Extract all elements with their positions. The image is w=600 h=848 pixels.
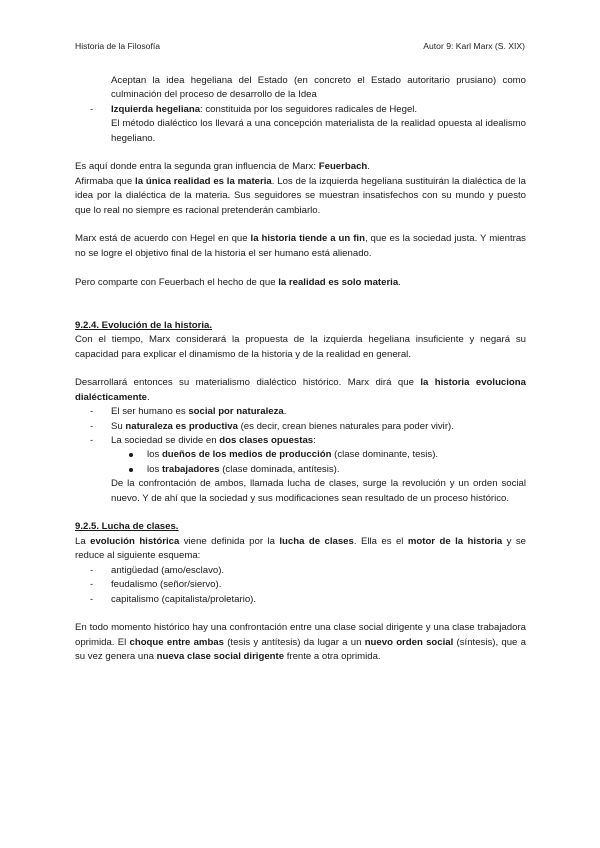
bullet-marker (129, 453, 133, 457)
sub-list-item (75, 463, 526, 477)
header-author: Autor 9: Karl Marx (S. XIX) (423, 41, 525, 51)
text-span: Desarrollará entonces su materialismo dialéctico histórico. Marx dirá que (75, 377, 421, 389)
text-span: Su (111, 420, 126, 432)
text-span: Afirmaba que (75, 175, 136, 187)
text-span: capitalismo (capitalista/proletario). (111, 593, 257, 605)
text-span: (clase dominante, tesis). (331, 449, 439, 461)
text-span: Marx está de acuerdo con Hegel en que (75, 233, 251, 245)
bold-term: Feuerbach (318, 161, 368, 173)
intro-paragraph: Aceptan la idea hegeliana del Estado (en concreto el Estado autoritario prusiano) como culminación del proceso de desarrollo de la Idea (111, 75, 526, 101)
bold-term: Izquierda hegeliana (111, 103, 201, 115)
bold-term: la historia evoluciona dialécticamente (75, 377, 526, 403)
text-span: : (313, 435, 316, 447)
dash-marker: - (90, 564, 94, 576)
bold-term: nuevo orden social (364, 636, 454, 648)
list-item (75, 593, 526, 607)
text-span: . Los de la izquierda hegeliana sustituirán la dialéctica de la idea por la dialéctica de la materia. Sus seguidores se muestran insatisfechos con su mundo y puesto que lo real no siempre es racional pretenderán cambiarlo. (75, 175, 527, 216)
bold-term: lucha de clases (279, 535, 354, 547)
s925-paragraph-1 (75, 535, 526, 564)
text-span: La sociedad se divide en (111, 435, 220, 447)
text-span: Es aquí donde entra la segunda gran influencia de Marx: (75, 161, 319, 173)
text-span: (tesis y antítesis) da lugar a un (223, 636, 365, 648)
text-span: los (147, 463, 162, 475)
dash-marker: - (90, 435, 94, 447)
bold-term: choque entre ambas (129, 636, 224, 648)
list-item (75, 564, 526, 578)
sub-list-item (75, 448, 526, 462)
text-span: La (75, 535, 91, 547)
text-span: , que es la sociedad justa. Y mientras no se logre el objetivo final de la historia el ser humano está alienado. (75, 233, 526, 259)
item-text: : constituida por los seguidores radicales de Hegel. (200, 103, 418, 115)
s924-paragraph-2 (75, 376, 526, 405)
section-heading-924: 9.2.4. Evolución de la historia. (75, 319, 213, 331)
text-span: El ser humano es (111, 406, 189, 418)
feuerbach-line (75, 160, 526, 174)
text-span: viene definida por la (179, 535, 280, 547)
bold-term: dueños de los medios de producción (161, 449, 332, 461)
page-header (75, 41, 525, 51)
s924-continuation: De la confrontación de ambos, llamada lucha de clases, surge la revolución y un orden social nuevo. Y de ahí que la sociedad y sus modificaciones sean resultado de un proceso histórico. (111, 478, 526, 504)
text-span: . (147, 391, 150, 403)
dash-marker: - (90, 593, 94, 605)
dash-marker: - (90, 579, 94, 591)
s925-paragraph-2 (75, 621, 526, 664)
list-item (75, 578, 526, 592)
bold-term: la única realidad es la materia (135, 175, 272, 187)
text-span: Pero comparte con Feuerbach el hecho de que (75, 276, 279, 288)
dash-marker: - (90, 103, 94, 115)
list-item (75, 103, 526, 117)
text-span: . (398, 276, 401, 288)
bullet-marker (129, 468, 133, 472)
dash-marker: - (90, 420, 94, 432)
section-heading-925: 9.2.5. Lucha de clases. (75, 521, 179, 533)
text-span: frente a otra oprimida. (284, 651, 381, 663)
hegel-paragraph (75, 232, 526, 261)
text-span: . (367, 161, 370, 173)
materia-paragraph (75, 276, 526, 290)
dash-marker: - (90, 406, 94, 418)
text-span: . Ella es el (353, 535, 408, 547)
s924-paragraph-1: Con el tiempo, Marx considerará la propuesta de la izquierda hegeliana insuficiente y negará su capacidad para explicar el dinamismo de la historia y de la realidad en general. (75, 334, 526, 360)
bold-term: dos clases opuestas (219, 435, 314, 447)
bold-term: nueva clase social dirigente (156, 651, 285, 663)
text-span: antigüedad (amo/esclavo). (111, 564, 225, 576)
list-item (75, 434, 526, 448)
bold-term: evolución histórica (90, 535, 180, 547)
text-span: feudalismo (señor/siervo). (111, 579, 222, 591)
bold-term: trabajadores (161, 463, 220, 475)
text-span: (síntesis), que a su vez genera una (75, 636, 526, 663)
feuerbach-paragraph (75, 175, 526, 218)
document-body (75, 74, 526, 665)
text-span: . (283, 406, 287, 418)
text-span: los (147, 449, 162, 461)
bold-term: motor de la historia (407, 535, 503, 547)
intro-continuation: El método dialéctico los llevará a una concepción materialista de la realidad opuesta al idealismo hegeliano. (111, 118, 526, 144)
text-span: En todo momento histórico hay una confrontación entre una clase social dirigente y una clase trabajadora oprimida. El (75, 622, 526, 648)
bold-term: la realidad es solo materia (278, 276, 399, 288)
bold-term: social por naturaleza (188, 406, 284, 418)
list-item (75, 420, 526, 434)
list-item (75, 405, 526, 419)
bold-term: naturaleza es productiva (125, 420, 238, 432)
text-span: y se reduce al siguiente esquema: (75, 535, 527, 562)
bold-term: la historia tiende a un fin (250, 233, 365, 245)
text-span: (es decir, crean bienes naturales para poder vivir). (237, 420, 454, 432)
header-subject: Historia de la Filosofía (75, 41, 161, 51)
text-span: (clase dominada, antítesis). (219, 463, 340, 475)
